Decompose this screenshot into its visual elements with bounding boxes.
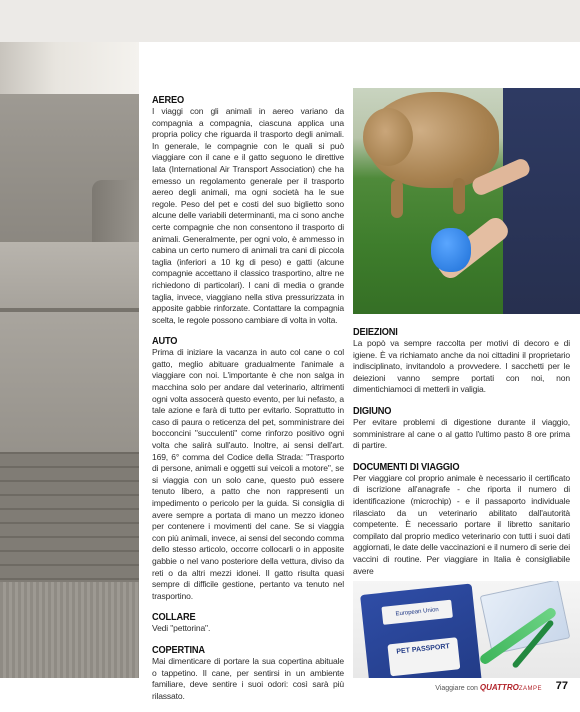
section-collare	[152, 611, 344, 635]
sofa-photo	[0, 42, 139, 678]
section-text: Per evitare problemi di digestione durante il viaggio, somministrare al cane o al gatto l'ultimo pasto 8 ore prima di partire.	[353, 416, 570, 451]
footer-brand-suffix: ZAMPE	[518, 686, 542, 692]
section-text: Prima di iniziare la vacanza in auto col cane o col gatto, meglio abituare gradualmente l'animale a viaggiare con noi. L'importante è che non salga in macchina solo per andare dal veterinario, altrimenti ogni volta assocerà questo evento, per lui nefasto, a tale azione e farà di tutto per evitarlo. Soprattutto in caso di paura o reticenza del pet, somministrare dei bocconcini "succulenti" come rinforzo positivo ogni volta che salirà sull'auto. Inoltre, ai sensi dell'art. 169, 6° comma del Codice della Strada: "Trasporto di persone, animali e oggetti sui veicoli a motore", se si viaggia con un solo cane, questo può essere tenuto libero, a patto che non rappresenti un impedimento o pericolo per la guida. Si consiglia di avere sempre a portata di mano un mezzo idoneo per contenere i movimenti del cane. Se si viaggia con più animali, invece, ai sensi del secondo comma dello stesso articolo, occorre collocarli o in apposite gabbie o nel vano posteriore della vettura, diviso da reti o da altri mezzi idonei. Il gatto risulta quasi sempre di difficile gestione, pertanto va tenuto nel trasportino.	[152, 347, 344, 601]
right-column	[353, 326, 570, 577]
photo-dog-leg	[453, 178, 465, 214]
section-text: Mai dimenticare di portare la sua copertina abituale o tappetino. Il cane, per sentirsi in un ambiente familiare, deve sentire i suoi odori: così sarà più rilassato.	[152, 655, 344, 701]
photo-dog-head	[363, 108, 413, 166]
section-aereo	[152, 94, 344, 326]
photo-wall	[0, 42, 139, 94]
footer-credit	[435, 683, 542, 692]
photo-sofa-seat	[0, 242, 139, 308]
photo-microchip-pack	[480, 581, 571, 655]
page-number: 77	[555, 680, 568, 692]
top-band	[0, 0, 580, 42]
section-documenti	[353, 461, 570, 577]
dog-photo	[353, 88, 580, 314]
section-heading: AUTO	[152, 335, 178, 348]
section-auto	[152, 335, 344, 602]
section-heading: COLLARE	[152, 611, 196, 624]
section-digiuno	[353, 405, 570, 452]
photo-sofa-front	[0, 312, 139, 452]
passport-label: PET PASSPORT	[387, 637, 460, 676]
passport-eu-label: European Union	[381, 600, 452, 625]
footer-brand: QUATTRO	[479, 683, 519, 692]
section-heading: DEIEZIONI	[353, 326, 398, 338]
photo-rug	[0, 582, 139, 678]
photo-poop-bag	[431, 228, 471, 272]
passport-photo	[353, 581, 580, 678]
section-heading: DOCUMENTI DI VIAGGIO	[353, 460, 460, 473]
section-text: Vedi "pettorina".	[152, 623, 211, 634]
footer-prefix: Viaggiare con	[435, 685, 478, 692]
section-heading: COPERTINA	[152, 643, 205, 656]
left-column	[152, 94, 344, 702]
section-heading: DIGIUNO	[353, 404, 392, 417]
section-deiezioni	[353, 326, 570, 396]
photo-dog-leg	[391, 180, 403, 218]
photo-passport-book	[360, 583, 482, 678]
photo-person	[503, 88, 580, 314]
section-heading: AEREO	[152, 94, 184, 106]
section-text: I viaggi con gli animali in aereo variano da compagnia a compagnia, ciascuna applica una propria policy che riguarda il trasporto degli animali. In generale, le compagnie con le quali si può viaggiare con il cane e il gatto seguono le direttive Iata (International Air Transport Association) che ha emesso un regolamento generale per il trasporto aereo degli animali, ma ogni società ha le sue regole. Peso del pet e costi del suo biglietto sono alcune delle variabili determinanti, ma ci sono anche certe compagnie che non consentono il trasporto di animali. Generalmente, per ogni volo, è ammesso in cabina un certo numero di animali tra cani di piccola taglia (inferiori a 10 kg di peso) e gatti (alcune compagnie accettano il classico trasportino, altre ne richiedono di particolari). I cani di media o grande taglia, invece, viaggiano nella stiva pressurizzata in apposite gabbie rinforzate. Contattare la compagnia scelta, le regole possono cambiare di volta in volta.	[152, 106, 344, 325]
section-text: La popò va sempre raccolta per motivi di decoro e di igiene. È va richiamato anche da noi cittadini il proprietario indisciplinato, invitandolo a provvedere. I sacchetti per le deiezioni vanno sempre portati con noi, non dimentichiamoci di metterli in valigia.	[353, 338, 570, 395]
section-text: Per viaggiare col proprio animale è necessario il certificato di iscrizione all'anagrafe - che riporta il numero di identificazione (microchip) - e il passaporto individuale rilasciato da un veterinario abilitato dall'autorità competente. È necessario portare il libretto sanitario compilato dal proprio medico veterinario con tutti i suoi dati aggiornati, le date delle vaccinazioni e il numero di serie dei vaccini di routine. Per viaggiare in Italia è consigliabile avere	[353, 472, 570, 576]
page-footer	[0, 678, 580, 712]
